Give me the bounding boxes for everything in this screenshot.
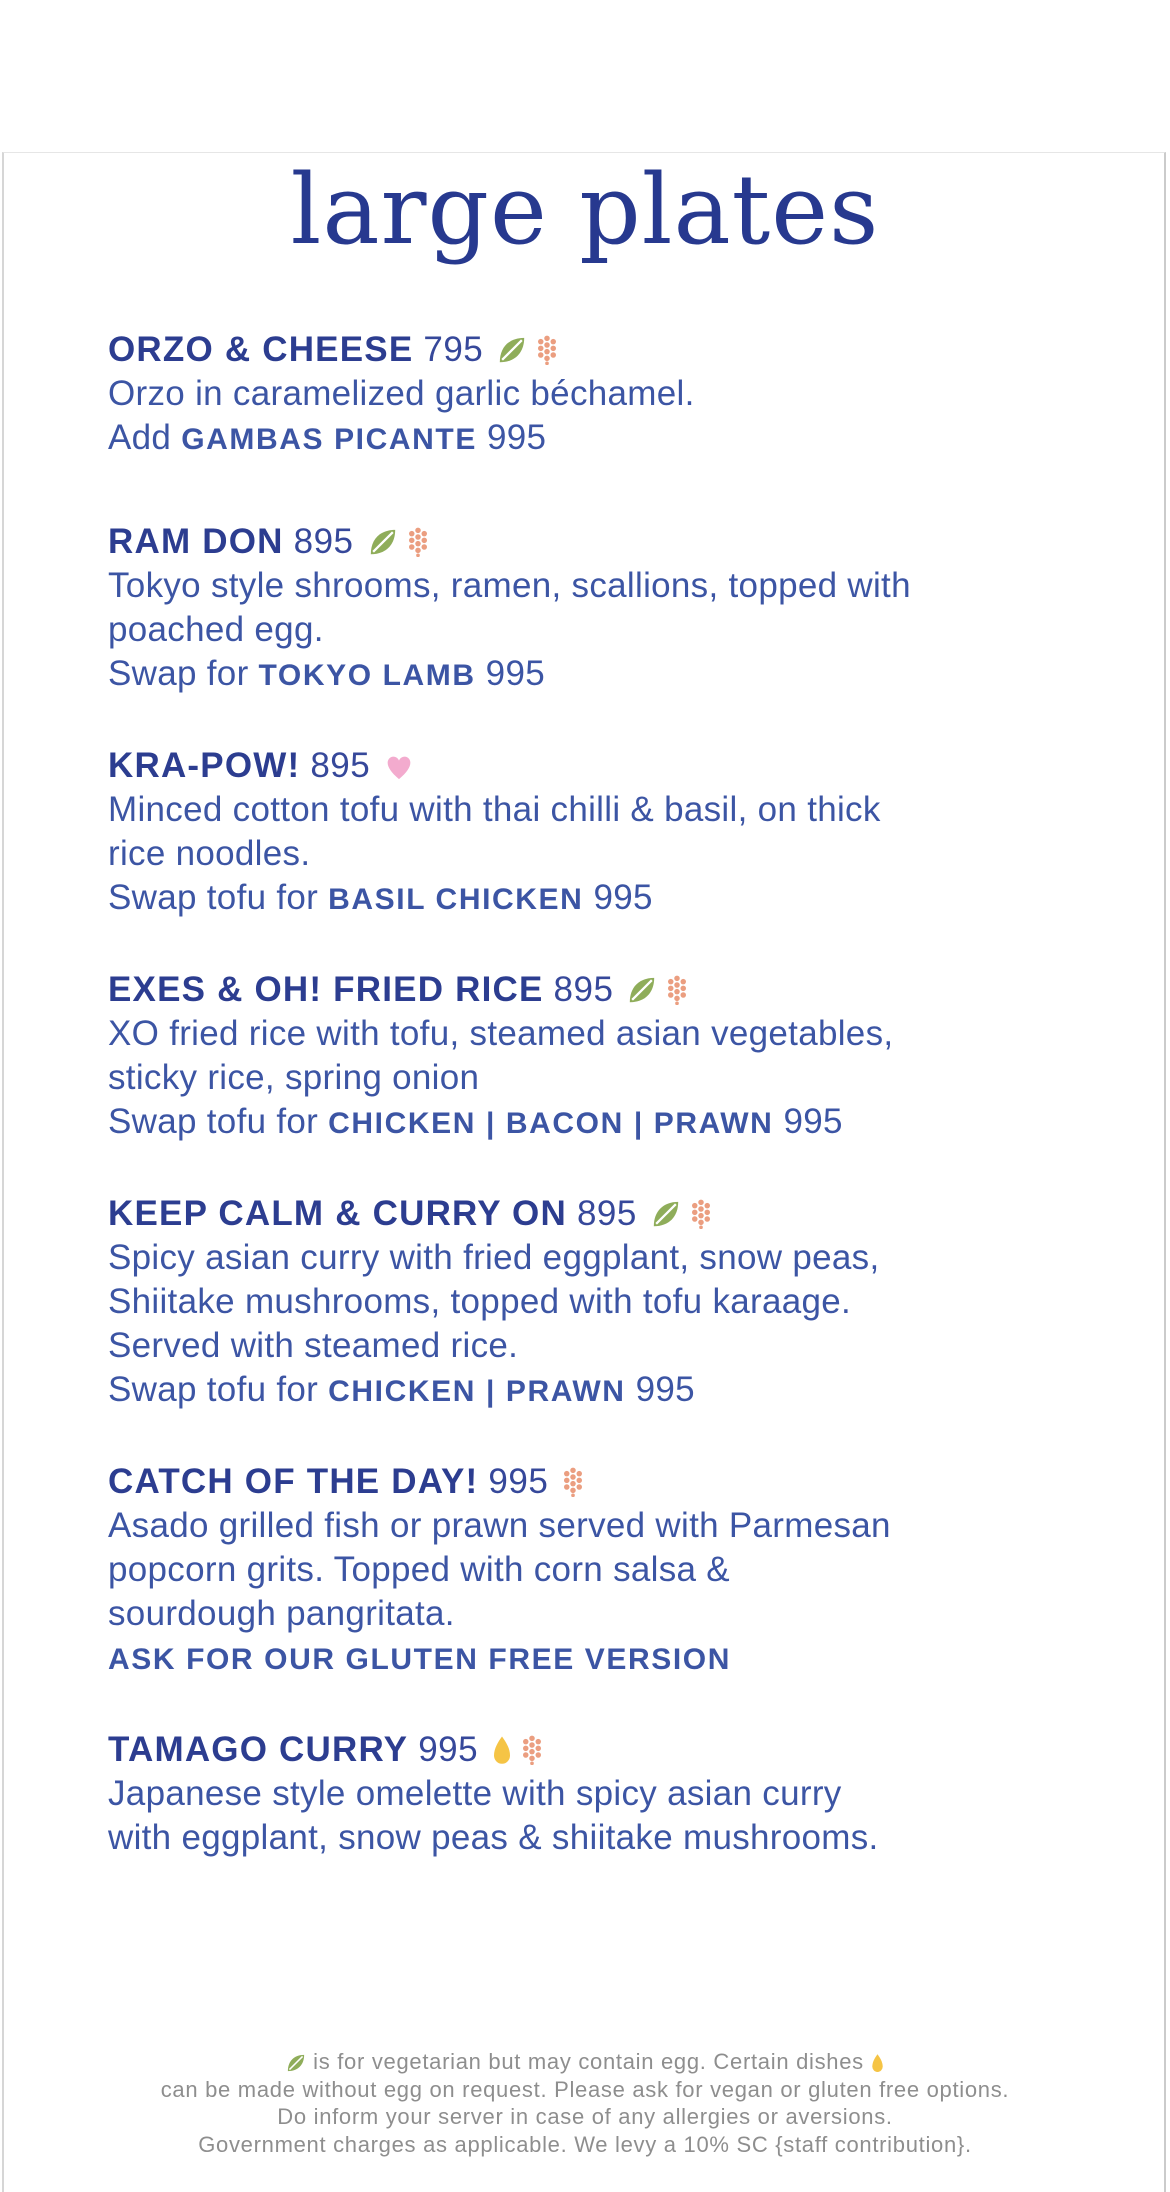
note-suffix: 995 [773, 1102, 843, 1141]
menu-item-desc: sticky rice, spring onion [108, 1058, 480, 1097]
leaf-icon [497, 335, 527, 365]
menu-item-icons [497, 328, 567, 372]
menu-item [108, 1460, 1170, 1682]
note-suffix: 995 [476, 418, 547, 457]
note-caps: GAMBAS PICANTE [181, 423, 477, 456]
menu-item-icons [384, 744, 423, 788]
wheat-icon [690, 1199, 712, 1229]
menu-item-note [108, 652, 1170, 698]
menu-item-icons [492, 1728, 552, 1772]
menu-item-price: 795 [423, 330, 484, 369]
menu-item-desc: Tokyo style shrooms, ramen, scallions, topped with [108, 566, 911, 605]
menu-item-icons [562, 1460, 593, 1504]
footer-text: can be made without egg on request. Please ask for vegan or gluten free options. [160, 2076, 1010, 2102]
leaf-icon [286, 2053, 306, 2073]
menu-item-price: 895 [310, 746, 371, 785]
wheat-icon [521, 1735, 543, 1765]
menu-item-icons [627, 968, 697, 1012]
wheat-icon [536, 335, 558, 365]
menu-item [108, 520, 1170, 698]
footer-text: is for vegetarian but may contain egg. Certain dishes [313, 2049, 864, 2074]
menu-item-header [108, 968, 1170, 1012]
menu-item-desc: Shiitake mushrooms, topped with tofu karaage. [108, 1282, 852, 1321]
leaf-icon [627, 975, 657, 1005]
footer-line [0, 2103, 1170, 2131]
note-caps: TOKYO LAMB [258, 659, 476, 692]
footer-text: Government charges as applicable. We levy a 10% SC {staff contribution}. [198, 2131, 972, 2157]
menu-item-icons [368, 520, 438, 564]
menu-item-name: EXES & OH! FRIED RICE [108, 970, 544, 1009]
menu-item-desc: Served with steamed rice. [108, 1326, 519, 1365]
note-prefix: Swap tofu for [108, 1370, 329, 1409]
menu-item-name: CATCH OF THE DAY! [108, 1462, 479, 1501]
footer-text: Do inform your server in case of any allergies or aversions. [277, 2104, 893, 2129]
menu-item-note [108, 1100, 1170, 1146]
menu-item [108, 1728, 1170, 1860]
menu-item-name: KRA-POW! [108, 746, 301, 785]
note-prefix: Swap tofu for [108, 878, 329, 917]
note-prefix: Add [108, 418, 182, 457]
menu-item-desc: Spicy asian curry with fried eggplant, snow peas, [108, 1238, 880, 1277]
wheat-icon [666, 975, 688, 1005]
menu-item-price: 895 [576, 1194, 637, 1233]
note-prefix: Swap for [108, 654, 259, 693]
menu-item-price: 895 [553, 970, 614, 1009]
menu-item [108, 1192, 1170, 1414]
menu-item-desc: sourdough pangritata. [108, 1594, 455, 1633]
menu-item-header [108, 328, 1170, 372]
note-caps: CHICKEN | BACON | PRAWN [328, 1107, 774, 1140]
menu-item-name: TAMAGO CURRY [108, 1730, 409, 1769]
menu-item-desc: rice noodles. [108, 834, 311, 873]
menu-item-desc: Orzo in caramelized garlic béchamel. [108, 374, 695, 413]
menu-item-name: KEEP CALM & CURRY ON [108, 1194, 567, 1233]
leaf-icon [651, 1199, 681, 1229]
menu-item-header [108, 520, 1170, 564]
menu-item-desc: Minced cotton tofu with thai chilli & basil, on thick [108, 790, 881, 829]
menu-item-header [108, 1460, 1170, 1504]
footer-line [0, 2048, 1170, 2076]
wheat-icon [562, 1467, 584, 1497]
wheat-icon [407, 527, 429, 557]
menu-list [108, 328, 1170, 1860]
note-caps: CHICKEN | PRAWN [328, 1375, 626, 1408]
footer-notes [0, 2048, 1170, 2158]
menu-item-note [108, 1636, 1170, 1682]
menu-item-desc: Japanese style omelette with spicy asian curry [108, 1774, 842, 1813]
menu-item-name: RAM DON [108, 522, 284, 561]
page-title: large plates [290, 154, 880, 266]
footer-line [0, 2131, 1170, 2159]
menu-item-desc: popcorn grits. Topped with corn salsa & [108, 1550, 730, 1589]
menu-item-price: 895 [293, 522, 354, 561]
note-prefix: Swap tofu for [108, 1102, 329, 1141]
note-suffix: 995 [475, 654, 545, 693]
menu-item-desc: Asado grilled fish or prawn served with Parmesan [108, 1506, 891, 1545]
heart-icon [384, 753, 414, 781]
menu-item [108, 744, 1170, 922]
menu-item-price: 995 [418, 1730, 479, 1769]
menu-item-name: ORZO & CHEESE [108, 330, 414, 369]
menu-item-icons [651, 1192, 721, 1236]
leaf-icon [368, 527, 398, 557]
menu-item-price: 995 [488, 1462, 549, 1501]
egg-icon [492, 1735, 512, 1765]
note-suffix: 995 [625, 1370, 695, 1409]
egg-icon [871, 2053, 884, 2073]
menu-item-header [108, 744, 1170, 788]
menu-item-desc: poached egg. [108, 610, 324, 649]
menu-item-header [108, 1192, 1170, 1236]
menu-item [108, 328, 1170, 462]
menu-item-note [108, 416, 1170, 462]
note-suffix: 995 [583, 878, 653, 917]
menu-item [108, 968, 1170, 1146]
note-caps: ASK FOR OUR GLUTEN FREE VERSION [108, 1643, 731, 1676]
footer-line [0, 2076, 1170, 2104]
menu-item-note [108, 876, 1170, 922]
menu-item-desc: XO fried rice with tofu, steamed asian vegetables, [108, 1014, 894, 1053]
note-caps: BASIL CHICKEN [328, 883, 584, 916]
menu-item-note [108, 1368, 1170, 1414]
menu-item-desc: with eggplant, snow peas & shiitake mushrooms. [108, 1818, 879, 1857]
menu-item-header [108, 1728, 1170, 1772]
